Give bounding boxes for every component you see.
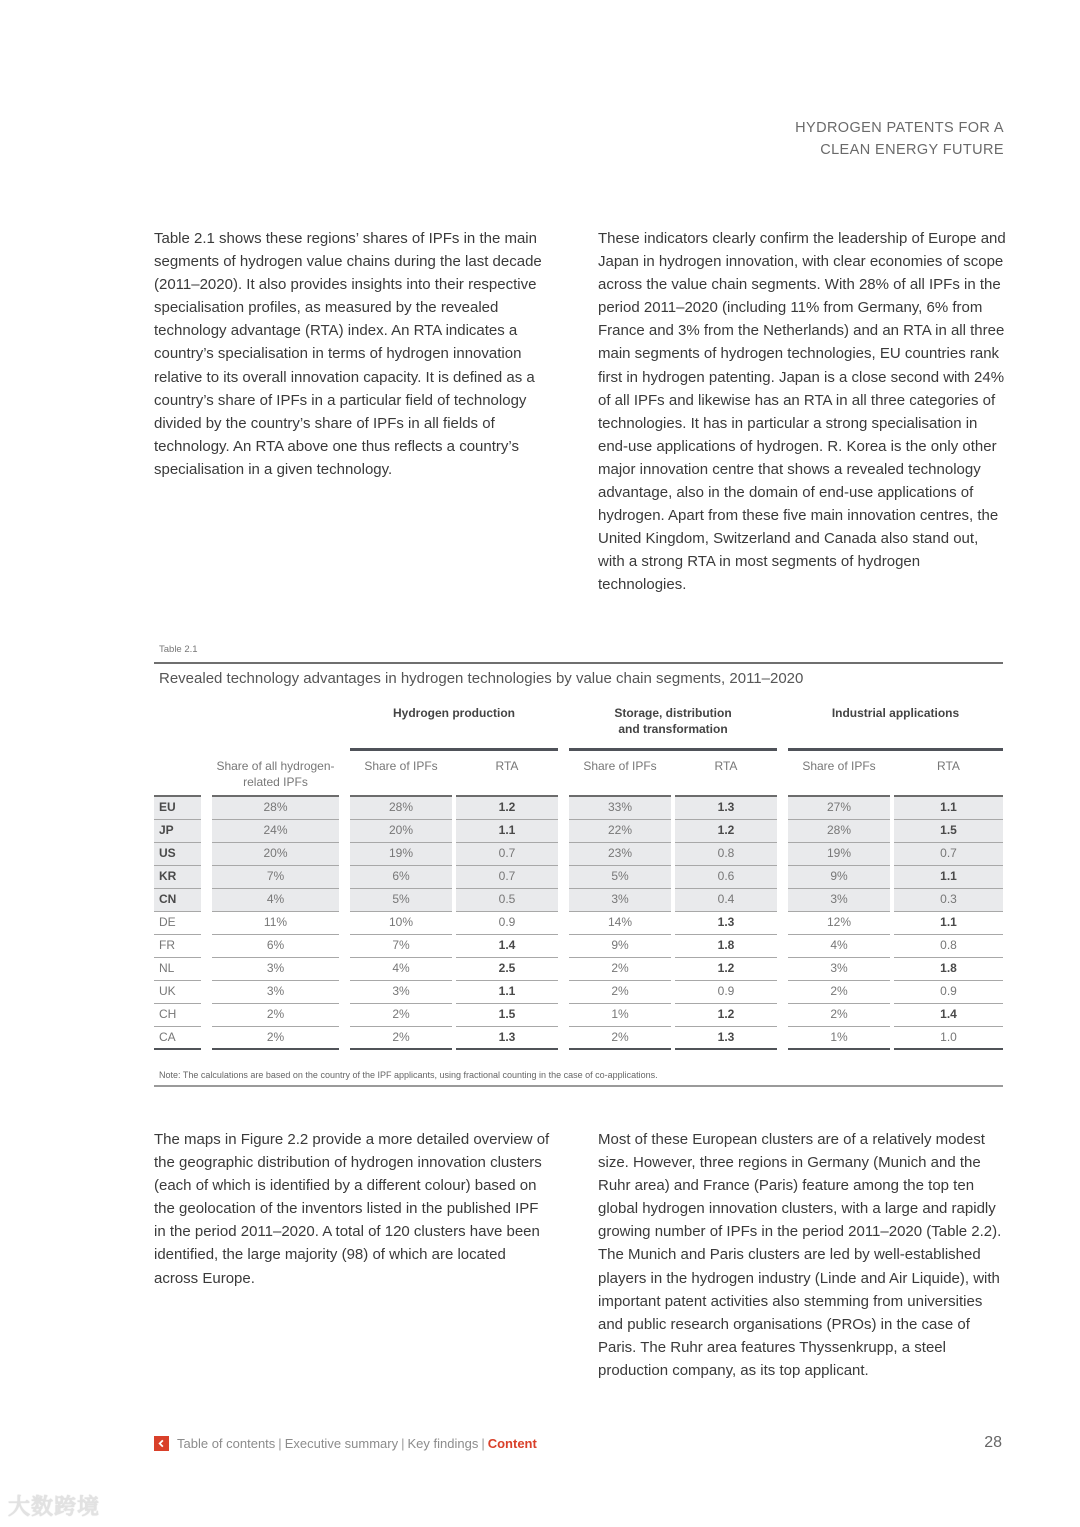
cell-sd-share: 1% — [569, 1004, 671, 1027]
table-title: Revealed technology advantages in hydrogen technologies by value chain segments, 2011–2020 — [159, 670, 804, 687]
cell-sd-share: 2% — [569, 1027, 671, 1050]
cell-sd-rta: 1.2 — [675, 1004, 777, 1027]
cell-ia-share: 1% — [788, 1027, 890, 1050]
body-top-left-column — [154, 227, 554, 481]
col-header-ia-rta: RTA — [894, 751, 1003, 797]
cell-region: CN — [154, 889, 201, 912]
cell-ia-share: 27% — [788, 797, 890, 820]
table-top-rule — [154, 662, 1003, 664]
cell-share-all: 11% — [212, 912, 339, 935]
cell-hp-share: 5% — [350, 889, 452, 912]
col-header-hp-rta: RTA — [456, 751, 558, 797]
table-row — [154, 866, 1003, 889]
cell-ia-share: 9% — [788, 866, 890, 889]
table-row — [154, 820, 1003, 843]
cell-region: US — [154, 843, 201, 866]
cell-region: CH — [154, 1004, 201, 1027]
col-header-share-all: Share of all hydrogen-related IPFs — [212, 751, 339, 797]
paragraph: Most of these European clusters are of a relatively modest size. However, three regions in Germany (Munich and the Ruhr area) and France (Paris) feature among the top ten global hydrogen innovation clusters, with a large and rapidly growing number of IPFs in the period 2011–2020 (Table 2.2). The Munich and Paris clusters are led by well-established players in the hydrogen industry (Linde and Air Liquide), with important patent activities also stemming from universities and public research organisations (PROs) in the case of Paris. The Ruhr area features Thyssenkrupp, a steel production company, as its top applicant. — [598, 1131, 1002, 1379]
cell-hp-share: 2% — [350, 1004, 452, 1027]
cell-hp-rta: 0.9 — [456, 912, 558, 935]
table-bottom-rule — [154, 1085, 1003, 1087]
chevron-left-icon — [157, 1439, 166, 1448]
cell-hp-rta: 1.2 — [456, 797, 558, 820]
running-header — [795, 117, 1004, 161]
cell-hp-rta: 0.7 — [456, 843, 558, 866]
table-row — [154, 889, 1003, 912]
cell-sd-share: 5% — [569, 866, 671, 889]
cell-sd-share: 2% — [569, 981, 671, 1004]
cell-hp-rta: 1.1 — [456, 981, 558, 1004]
table-note: Note: The calculations are based on the country of the IPF applicants, using fractional counting in the case of co-applications. — [159, 1070, 658, 1080]
cell-hp-share: 20% — [350, 820, 452, 843]
watermark-logo — [8, 1490, 100, 1521]
cell-hp-rta: 1.5 — [456, 1004, 558, 1027]
cell-ia-rta: 1.1 — [894, 912, 1003, 935]
col-header-region — [154, 751, 201, 797]
cell-region: UK — [154, 981, 201, 1004]
cell-hp-share: 10% — [350, 912, 452, 935]
cell-sd-rta: 1.3 — [675, 797, 777, 820]
cell-region: KR — [154, 866, 201, 889]
cell-ia-rta: 1.1 — [894, 797, 1003, 820]
cell-ia-share: 3% — [788, 958, 890, 981]
cell-hp-share: 3% — [350, 981, 452, 1004]
table-grid — [154, 699, 1003, 1050]
cell-share-all: 20% — [212, 843, 339, 866]
cell-ia-rta: 0.3 — [894, 889, 1003, 912]
cell-hp-share: 2% — [350, 1027, 452, 1050]
group-industrial-applications: Industrial applications — [788, 705, 1003, 751]
cell-share-all: 2% — [212, 1027, 339, 1050]
group-hydrogen-production: Hydrogen production — [350, 705, 558, 751]
cell-share-all: 3% — [212, 981, 339, 1004]
cell-ia-rta: 0.9 — [894, 981, 1003, 1004]
cell-hp-share: 7% — [350, 935, 452, 958]
table-row — [154, 843, 1003, 866]
cell-sd-share: 22% — [569, 820, 671, 843]
cell-hp-rta: 1.1 — [456, 820, 558, 843]
cell-ia-rta: 0.8 — [894, 935, 1003, 958]
cell-share-all: 2% — [212, 1004, 339, 1027]
cell-share-all: 7% — [212, 866, 339, 889]
watermark-text: 大数跨境 — [8, 1494, 101, 1519]
table-row — [154, 912, 1003, 935]
body-top-right-column — [598, 227, 1008, 597]
page-number: 28 — [984, 1434, 1002, 1451]
col-header-sd-share: Share of IPFs — [569, 751, 671, 797]
cell-ia-share: 28% — [788, 820, 890, 843]
cell-ia-share: 2% — [788, 981, 890, 1004]
cell-sd-rta: 1.8 — [675, 935, 777, 958]
cell-ia-share: 2% — [788, 1004, 890, 1027]
cell-sd-rta: 0.6 — [675, 866, 777, 889]
nav-link-executive-summary[interactable]: Executive summary — [284, 1436, 399, 1451]
cell-sd-rta: 0.8 — [675, 843, 777, 866]
footer-navigation: Table of contents | Executive summary | Key findings | Content — [154, 1436, 537, 1451]
col-header-sd-rta: RTA — [675, 751, 777, 797]
cell-hp-share: 19% — [350, 843, 452, 866]
cell-ia-rta: 1.0 — [894, 1027, 1003, 1050]
cell-region: DE — [154, 912, 201, 935]
column-header-row — [154, 751, 1003, 797]
cell-share-all: 6% — [212, 935, 339, 958]
col-header-ia-share: Share of IPFs — [788, 751, 890, 797]
running-title-line2: CLEAN ENERGY FUTURE — [820, 142, 1004, 158]
cell-hp-share: 4% — [350, 958, 452, 981]
col-header-hp-share: Share of IPFs — [350, 751, 452, 797]
cell-sd-share: 33% — [569, 797, 671, 820]
table-row — [154, 797, 1003, 820]
paragraph: Table 2.1 shows these regions’ shares of IPFs in the main segments of hydrogen value chains during the last decade (2011–2020). It also provides insights into their respective specialisation profiles, as measured by the revealed technology advantage (RTA) index. An RTA indicates a country’s specialisation in terms of hydrogen innovation relative to its overall innovation capacity. It is defined as a country’s share of IPFs in a particular field of technology divided by the country’s share of IPFs in all fields of technology. An RTA above one thus reflects a country’s specialisation in a given technology. — [154, 230, 542, 478]
table-body — [154, 797, 1003, 1050]
group-header-row — [154, 699, 1003, 751]
table-2-1 — [154, 640, 1003, 1087]
cell-hp-share: 28% — [350, 797, 452, 820]
cell-sd-share: 9% — [569, 935, 671, 958]
table-row — [154, 935, 1003, 958]
cell-region: JP — [154, 820, 201, 843]
cell-ia-rta: 1.5 — [894, 820, 1003, 843]
cell-region: FR — [154, 935, 201, 958]
cell-sd-rta: 1.2 — [675, 820, 777, 843]
cell-ia-rta: 1.4 — [894, 1004, 1003, 1027]
cell-ia-rta: 0.7 — [894, 843, 1003, 866]
cell-ia-share: 3% — [788, 889, 890, 912]
nav-link-table-of-contents[interactable]: Table of contents — [177, 1436, 276, 1451]
cell-region: CA — [154, 1027, 201, 1050]
table-row — [154, 1004, 1003, 1027]
paragraph: These indicators clearly confirm the leadership of Europe and Japan in hydrogen innovation, with clear economies of scope across the value chain segments. With 28% of all IPFs in the period 2011–2020 (including 11% from Germany, 6% from France and 3% from the Netherlands) and an RTA in all three main segments of hydrogen technologies, EU countries rank first in hydrogen patenting. Japan is a close second with 24% of all IPFs and likewise has an RTA in all three categories of technologies. It has in particular a strong specialisation in end-use applications of hydrogen. R. Korea is the only other major innovation centre that shows a revealed technology advantage, also in the domain of end-use applications of hydrogen. Apart from these five main innovation centres, the United Kingdom, Switzerland and Canada also stand out, with a strong RTA in most segments of hydrogen technologies. — [598, 230, 1006, 594]
cell-ia-share: 4% — [788, 935, 890, 958]
cell-ia-share: 12% — [788, 912, 890, 935]
cell-region: EU — [154, 797, 201, 820]
cell-sd-rta: 1.3 — [675, 912, 777, 935]
cell-sd-share: 23% — [569, 843, 671, 866]
cell-sd-share: 2% — [569, 958, 671, 981]
nav-link-key-findings[interactable]: Key findings — [407, 1436, 479, 1451]
cell-hp-rta: 1.3 — [456, 1027, 558, 1050]
cell-hp-rta: 0.7 — [456, 866, 558, 889]
group-storage-distribution: Storage, distribution and transformation — [569, 705, 777, 751]
cell-hp-share: 6% — [350, 866, 452, 889]
running-title-line1: HYDROGEN PATENTS FOR A — [795, 120, 1004, 136]
paragraph: The maps in Figure 2.2 provide a more detailed overview of the geographic distribution of hydrogen innovation clusters (each of which is identified by a different colour) based on the geolocation of the inventors listed in the published IPF in the period 2011–2020. A total of 120 clusters have been identified, the large majority (98) of which are located across Europe. — [154, 1131, 550, 1287]
cell-region: NL — [154, 958, 201, 981]
cell-share-all: 28% — [212, 797, 339, 820]
table-row — [154, 1027, 1003, 1050]
cell-ia-rta: 1.1 — [894, 866, 1003, 889]
table-row — [154, 958, 1003, 981]
cell-sd-rta: 1.2 — [675, 958, 777, 981]
cell-sd-rta: 0.9 — [675, 981, 777, 1004]
body-bottom-right-column — [598, 1128, 1008, 1382]
body-bottom-left-column — [154, 1128, 554, 1290]
cell-sd-share: 14% — [569, 912, 671, 935]
cell-ia-rta: 1.8 — [894, 958, 1003, 981]
cell-hp-rta: 2.5 — [456, 958, 558, 981]
cell-hp-rta: 1.4 — [456, 935, 558, 958]
cell-hp-rta: 0.5 — [456, 889, 558, 912]
nav-link-content-current[interactable]: Content — [487, 1436, 537, 1451]
table-label: Table 2.1 — [159, 644, 198, 655]
cell-sd-rta: 0.4 — [675, 889, 777, 912]
back-button[interactable] — [154, 1436, 169, 1451]
cell-sd-share: 3% — [569, 889, 671, 912]
cell-ia-share: 19% — [788, 843, 890, 866]
cell-sd-rta: 1.3 — [675, 1027, 777, 1050]
table-row — [154, 981, 1003, 1004]
cell-share-all: 4% — [212, 889, 339, 912]
cell-share-all: 24% — [212, 820, 339, 843]
cell-share-all: 3% — [212, 958, 339, 981]
